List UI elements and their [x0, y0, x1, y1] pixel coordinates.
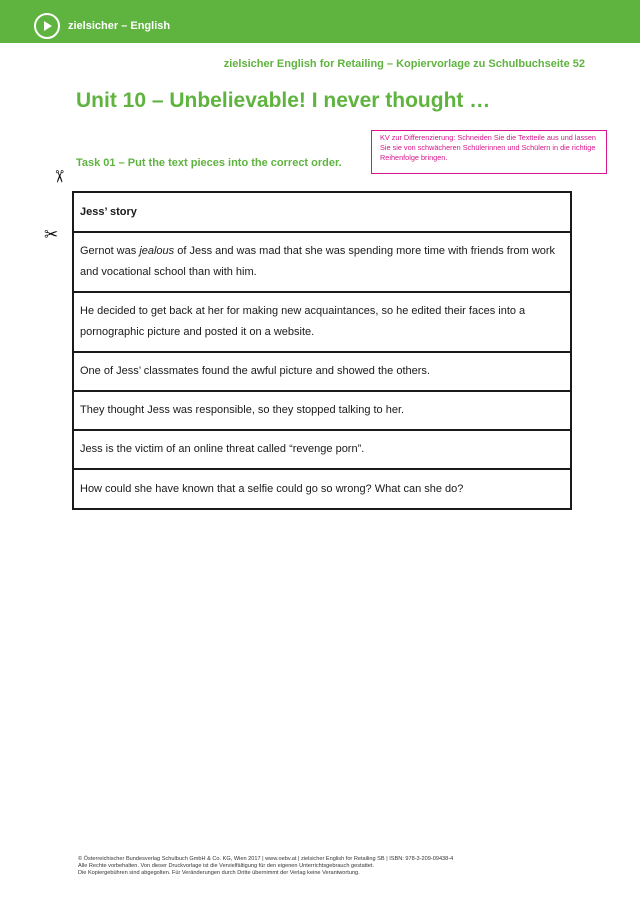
- story-table: [72, 191, 572, 510]
- copyright-footer: [78, 856, 453, 877]
- table-row: [73, 352, 571, 391]
- teacher-note: KV zur Differenzierung: Schneiden Sie die Textteile aus und lassen Sie sie von schwächeren Schülerinnen und Schülern in die richtige Reihenfolge bringen.: [371, 130, 607, 174]
- text-piece: Jess is the victim of an online threat called “revenge porn”.: [73, 430, 571, 469]
- table-row: [73, 430, 571, 469]
- footer-line: © Österreichischer Bundesverlag Schulbuch GmbH & Co. KG, Wien 2017 | www.oebv.at | zielsicher English for Retailing SB | ISBN: 978-3-209-09438-4: [78, 856, 454, 862]
- text-piece: How could she have known that a selfie could go so wrong? What can she do?: [73, 469, 571, 509]
- table-row: [73, 192, 571, 232]
- brand-name: zielsicher – English: [68, 20, 171, 32]
- footer-line: Die Kopiergebühren sind abgegolten. Für Veränderungen durch Dritte übernimmt der Verlag keine Verantwortung.: [78, 870, 360, 876]
- table-row: [73, 469, 571, 509]
- text-piece: He decided to get back at her for making new acquaintances, so he edited their faces into a pornographic picture and posted it on a website.: [73, 292, 571, 352]
- task-instruction: Task 01 – Put the text pieces into the correct order.: [76, 157, 342, 169]
- text-piece: They thought Jess was responsible, so they stopped talking to her.: [73, 391, 571, 430]
- text-piece: One of Jess’ classmates found the awful picture and showed the others.: [73, 352, 571, 391]
- footer-line: Alle Rechte vorbehalten. Von dieser Druckvorlage ist die Vervielfältigung für den eigenen Unterrichtsgebrauch gestattet.: [78, 863, 375, 869]
- story-heading: Jess’ story: [73, 192, 571, 232]
- scissors-icon: ✂: [44, 225, 59, 244]
- series-title: zielsicher English for Retailing – Kopiervorlage zu Schulbuchseite 52: [223, 58, 585, 70]
- table-row: [73, 292, 571, 352]
- logo: [34, 13, 170, 39]
- page-title: Unit 10 – Unbelievable! I never thought …: [76, 89, 491, 112]
- play-icon: [34, 13, 60, 39]
- table-row: [73, 391, 571, 430]
- text-piece: Gernot was jealous of Jess and was mad that she was spending more time with friends from work and vocational school than with him.: [73, 232, 571, 292]
- scissors-icon: ✂: [49, 169, 69, 184]
- table-row: [73, 232, 571, 292]
